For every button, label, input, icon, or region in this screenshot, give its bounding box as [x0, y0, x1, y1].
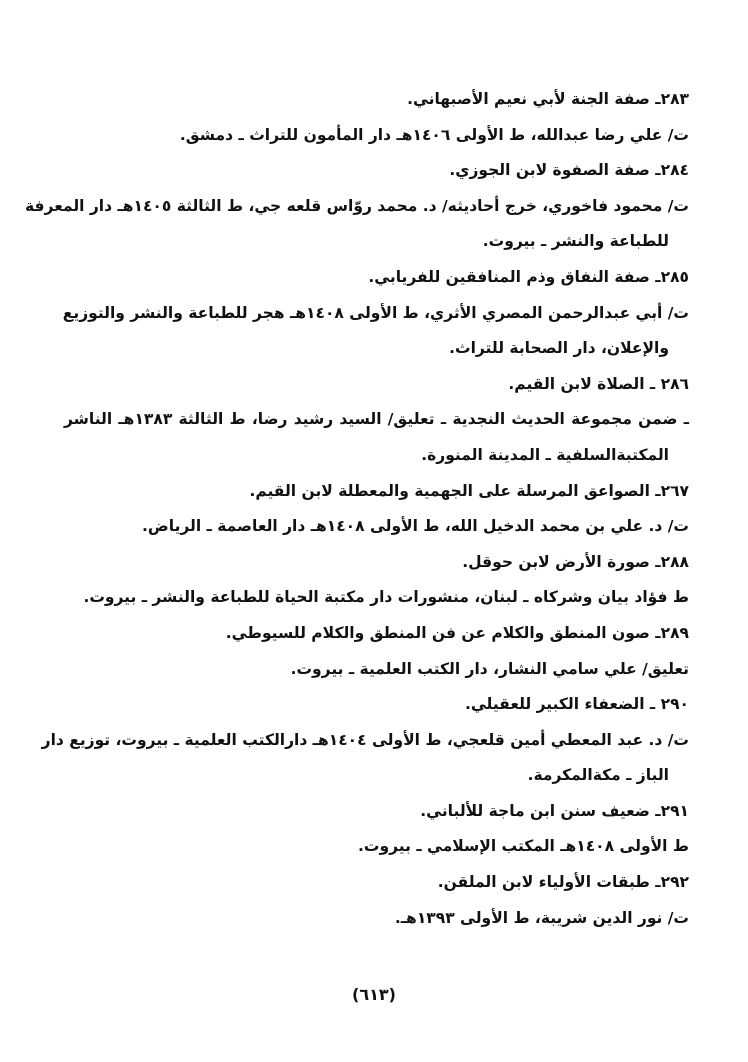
entry-title: ٢٨٦ ـ الصلاة لابن القيم.: [508, 374, 689, 393]
entry-continuation: والإعلان، دار الصحابة للتراث.: [449, 339, 669, 358]
entry-details: ـ ضمن مجموعة الحديث النجدية ـ تعليق/ السيد رشيد رضا، ط الثالثة ١٣٨٣هـ الناشر: [64, 410, 689, 429]
entry-details: ت/ أبي عبدالرحمن المصري الأثري، ط الأولى ١٤٠٨هـ هجر للطباعة والنشر والتوزيع: [62, 303, 689, 322]
entry-details: ت/ نور الدين شريبة، ط الأولى ١٣٩٣هـ.: [394, 908, 689, 927]
entry-title: ٢٨٨ـ صورة الأرض لابن حوقل.: [462, 552, 689, 571]
entry-title: ٢٦٧ـ الصواعق المرسلة على الجهمية والمعطلة لابن القيم.: [249, 481, 689, 500]
entry-details: ت/ د. عبد المعطي أمين قلعجي، ط الأولى ١٤٠٤هـ دارالكتب العلمية ـ بيروت، توزيع دار: [41, 730, 689, 749]
entry-continuation: الباز ـ مكةالمكرمة.: [527, 766, 669, 785]
entry-details: ط الأولى ١٤٠٨هـ المكتب الإسلامي ـ بيروت.: [358, 837, 689, 856]
entry-title: ٢٩٠ ـ الضعفاء الكبير للعقيلي.: [464, 695, 689, 714]
entry-title: ٢٩٢ـ طبقات الأولياء لابن الملقن.: [437, 873, 689, 892]
bibliography-list: [25, 82, 689, 936]
entry-details: تعليق/ علي سامي النشار، دار الكتب العلمية ـ بيروت.: [290, 659, 689, 678]
entry-title: ٢٨٥ـ صفة النفاق وذم المنافقين للفريابي.: [368, 267, 689, 286]
page-number: (٦١٣): [352, 985, 396, 1004]
entry-title: ٢٩١ـ ضعيف سنن ابن ماجة للألباني.: [420, 801, 689, 820]
entry-title: ٢٨٣ـ صفة الجنة لأبي نعيم الأصبهاني.: [407, 90, 689, 108]
entry-details: ت/ علي رضا عبدالله، ط الأولى ١٤٠٦هـ دار المأمون للتراث ـ دمشق.: [179, 125, 689, 144]
entry-title: ٢٨٩ـ صون المنطق والكلام عن فن المنطق والكلام للسيوطي.: [225, 623, 689, 642]
entry-details: ت/ د. علي بن محمد الدخيل الله، ط الأولى ١٤٠٨هـ دار العاصمة ـ الرياض.: [142, 517, 689, 536]
entry-continuation: المكتبةالسلفية ـ المدينة المنورة.: [421, 445, 669, 464]
entry-continuation: للطباعة والنشر ـ بيروت.: [482, 232, 669, 251]
entry-details: ط فؤاد بيان وشركاه ـ لبنان، منشورات دار مكتبة الحياة للطباعة والنشر ـ بيروت.: [83, 588, 689, 607]
entry-title: ٢٨٤ـ صفة الصفوة لابن الجوزي.: [449, 161, 689, 180]
entry-details: ت/ محمود فاخوري، خرج أحاديثه/ د. محمد روّاس قلعه جي، ط الثالثة ١٤٠٥هـ دار المعرفة: [25, 196, 689, 215]
